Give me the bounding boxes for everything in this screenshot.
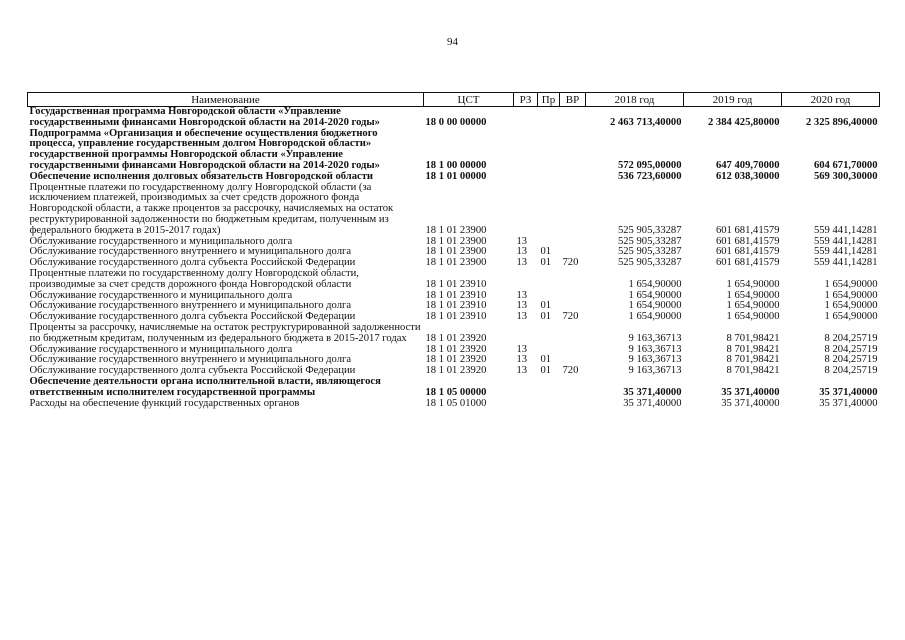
cell-2020: 1 654,90000 — [824, 311, 878, 323]
cell-2020: 1 654,90000 — [824, 289, 878, 301]
table-row — [28, 183, 880, 237]
cell-rz: 13 — [516, 289, 528, 301]
cell-2018: 1 654,90000 — [628, 311, 682, 323]
table-row — [28, 377, 880, 399]
cell-2019: 647 409,70000 — [715, 159, 780, 171]
cell-2020: 569 300,30000 — [813, 170, 878, 182]
cell-pr — [538, 377, 560, 399]
header-2019: 2019 год — [684, 93, 782, 107]
cell-pr — [538, 323, 560, 345]
cell-rz — [514, 377, 538, 399]
cell-rz: 13 — [516, 343, 528, 355]
cell-cst: 18 1 01 23920 — [425, 354, 487, 366]
cell-name: Обслуживание государственного и муниципального долга — [29, 289, 293, 301]
cell-2018: 525 905,33287 — [617, 257, 682, 269]
cell-2018: 35 371,40000 — [623, 397, 682, 409]
cell-pr: 01 — [540, 246, 552, 258]
cell-vr — [560, 129, 586, 172]
table-row — [28, 172, 880, 183]
cell-pr: 01 — [540, 257, 552, 269]
cell-rz: 13 — [516, 354, 528, 366]
header-rz: РЗ — [514, 93, 538, 107]
cell-name: Обслуживание государственного внутреннего и муниципального долга — [29, 300, 352, 312]
cell-vr — [560, 345, 586, 356]
header-2020: 2020 год — [782, 93, 880, 107]
cell-2020: 559 441,14281 — [813, 235, 878, 247]
cell-2019: 1 654,90000 — [726, 300, 780, 312]
table-row — [28, 129, 880, 172]
cell-name: Обеспечение деятельности органа исполнительной власти, являющегося ответственным исполнителем государственной программы — [29, 375, 381, 398]
cell-2018: 525 905,33287 — [617, 235, 682, 247]
cell-2020: 8 204,25719 — [824, 343, 878, 355]
cell-vr — [560, 183, 586, 237]
cell-cst: 18 1 01 23900 — [425, 246, 487, 258]
cell-2018: 9 163,36713 — [628, 365, 682, 377]
cell-name: Обслуживание государственного долга субъекта Российской Федерации — [29, 365, 356, 377]
cell-2020: 604 671,70000 — [813, 159, 878, 171]
cell-name: Обслуживание государственного долга субъекта Российской Федерации — [29, 257, 356, 269]
cell-2019: 1 654,90000 — [726, 289, 780, 301]
cell-cst: 18 1 01 23920 — [425, 343, 487, 355]
cell-2018: 1 654,90000 — [628, 289, 682, 301]
cell-cst: 18 1 01 23900 — [425, 257, 487, 269]
cell-rz — [514, 172, 538, 183]
cell-rz — [514, 183, 538, 237]
cell-cst: 18 1 01 23900 — [425, 224, 487, 236]
cell-2020: 35 371,40000 — [819, 386, 878, 398]
cell-2019: 1 654,90000 — [726, 311, 780, 323]
cell-2018: 572 095,00000 — [617, 159, 682, 171]
cell-pr — [538, 399, 560, 410]
cell-rz — [514, 269, 538, 291]
cell-pr: 01 — [540, 311, 552, 323]
cell-rz — [514, 107, 538, 129]
cell-cst: 18 1 00 00000 — [425, 159, 487, 171]
cell-2019: 8 701,98421 — [726, 365, 780, 377]
cell-cst: 18 0 00 00000 — [425, 116, 487, 128]
cell-2020: 1 654,90000 — [824, 300, 878, 312]
cell-cst: 18 1 01 23900 — [425, 235, 487, 247]
cell-pr: 01 — [540, 354, 552, 366]
table-row — [28, 323, 880, 345]
cell-rz — [514, 399, 538, 410]
table-header-row — [28, 93, 880, 107]
cell-vr — [560, 269, 586, 291]
cell-2020: 8 204,25719 — [824, 354, 878, 366]
table-row — [28, 269, 880, 291]
cell-2019: 612 038,30000 — [715, 170, 780, 182]
table-row — [28, 107, 880, 129]
cell-cst: 18 1 05 01000 — [425, 397, 487, 409]
cell-name: Процентные платежи по государственному долгу Новгородской области (за исключением платежей, производимых за счет средств дорожного фонда Новгородской области, а также процентов за рассрочку, начисляемых на остаток реструктурированной задолженности по бюджетным кредитам, полученным из федерального бюджета в 2015-2017 годах) — [29, 181, 394, 236]
cell-vr: 720 — [562, 257, 579, 269]
cell-name: Процентные платежи по государственному долгу Новгородской области, производимые за счет средств дорожного фонда Новгородской области — [29, 267, 359, 290]
cell-rz — [514, 129, 538, 172]
cell-rz: 13 — [516, 246, 528, 258]
cell-2018: 525 905,33287 — [617, 246, 682, 258]
cell-2019: 601 681,41579 — [715, 235, 780, 247]
cell-2018: 9 163,36713 — [628, 343, 682, 355]
header-pr: Пр — [538, 93, 560, 107]
cell-name: Государственная программа Новгородской области «Управление государственными финансами Новгородской области на 2014-2020 годы» — [29, 106, 380, 128]
cell-name: Обслуживание государственного долга субъекта Российской Федерации — [29, 311, 356, 323]
header-2018: 2018 год — [586, 93, 684, 107]
cell-pr — [538, 269, 560, 291]
cell-2020: 1 654,90000 — [824, 278, 878, 290]
cell-2020: 8 204,25719 — [824, 365, 878, 377]
cell-2018: 1 654,90000 — [628, 300, 682, 312]
cell-cst: 18 1 01 00000 — [425, 170, 487, 182]
table-row — [28, 399, 880, 410]
cell-vr — [560, 323, 586, 345]
cell-pr — [538, 129, 560, 172]
cell-vr — [560, 399, 586, 410]
cell-cst: 18 1 01 23910 — [425, 311, 487, 323]
cell-2018: 536 723,60000 — [617, 170, 682, 182]
cell-name: Расходы на обеспечение функций государственных органов — [29, 397, 300, 409]
header-vr: ВР — [560, 93, 586, 107]
cell-2020: 2 325 896,40000 — [805, 116, 878, 128]
cell-rz: 13 — [516, 311, 528, 323]
cell-name: Обслуживание государственного и муниципального долга — [29, 235, 293, 247]
cell-2018: 9 163,36713 — [628, 354, 682, 366]
cell-2019: 601 681,41579 — [715, 257, 780, 269]
cell-2018: 1 654,90000 — [628, 278, 682, 290]
header-name: Наименование — [28, 93, 424, 107]
cell-name: Обслуживание государственного внутреннего и муниципального долга — [29, 246, 352, 258]
header-cst: ЦСТ — [424, 93, 514, 107]
cell-name: Проценты за рассрочку, начисляемые на остаток реструктурированной задолженности по бюджетным кредитам, полученным из федерального бюджета в 2015-2017 годах — [29, 321, 421, 344]
cell-2020: 8 204,25719 — [824, 332, 878, 344]
cell-vr: 720 — [562, 311, 579, 323]
cell-rz: 13 — [516, 235, 528, 247]
cell-pr — [538, 183, 560, 237]
cell-cst: 18 1 01 23920 — [425, 332, 487, 344]
cell-rz: 13 — [516, 257, 528, 269]
cell-rz: 13 — [516, 365, 528, 377]
cell-2019: 35 371,40000 — [721, 386, 780, 398]
cell-pr: 01 — [540, 365, 552, 377]
cell-2020: 559 441,14281 — [813, 246, 878, 258]
cell-2018: 2 463 713,40000 — [609, 116, 682, 128]
cell-2019: 8 701,98421 — [726, 332, 780, 344]
cell-2018: 525 905,33287 — [617, 224, 682, 236]
table-body — [28, 107, 880, 410]
cell-vr — [560, 377, 586, 399]
cell-name: Подпрограмма «Организация и обеспечение осуществления бюджетного процесса, управление государственным долгом Новгородской области» государственной программы Новгородской области «Управление государственными финансами Новгородской области на 2014-2020 годы» — [29, 127, 380, 171]
cell-2019: 8 701,98421 — [726, 354, 780, 366]
cell-cst: 18 1 01 23910 — [425, 289, 487, 301]
cell-pr — [538, 107, 560, 129]
cell-cst: 18 1 05 00000 — [425, 386, 487, 398]
cell-vr — [560, 172, 586, 183]
cell-name: Обслуживание государственного внутреннего и муниципального долга — [29, 354, 352, 366]
cell-pr — [538, 172, 560, 183]
cell-vr — [560, 107, 586, 129]
cell-2019: 2 384 425,80000 — [707, 116, 780, 128]
cell-name: Обеспечение исполнения долговых обязательств Новгородской области — [29, 170, 374, 182]
page-number: 94 — [447, 36, 458, 48]
cell-2019: 35 371,40000 — [721, 397, 780, 409]
cell-2019: 8 701,98421 — [726, 343, 780, 355]
cell-2020: 559 441,14281 — [813, 224, 878, 236]
budget-table — [27, 92, 880, 409]
cell-2020: 35 371,40000 — [819, 397, 878, 409]
cell-cst: 18 1 01 23910 — [425, 300, 487, 312]
cell-2019: 1 654,90000 — [726, 278, 780, 290]
cell-2018: 35 371,40000 — [623, 386, 682, 398]
cell-vr — [560, 291, 586, 302]
cell-cst: 18 1 01 23910 — [425, 278, 487, 290]
cell-pr: 01 — [540, 300, 552, 312]
cell-rz — [514, 323, 538, 345]
cell-2019: 601 681,41579 — [715, 246, 780, 258]
cell-2018: 9 163,36713 — [628, 332, 682, 344]
cell-vr — [560, 237, 586, 248]
cell-name: Обслуживание государственного и муниципального долга — [29, 343, 293, 355]
cell-vr: 720 — [562, 365, 579, 377]
cell-rz: 13 — [516, 300, 528, 312]
cell-2019: 601 681,41579 — [715, 224, 780, 236]
cell-cst: 18 1 01 23920 — [425, 365, 487, 377]
cell-2020: 559 441,14281 — [813, 257, 878, 269]
